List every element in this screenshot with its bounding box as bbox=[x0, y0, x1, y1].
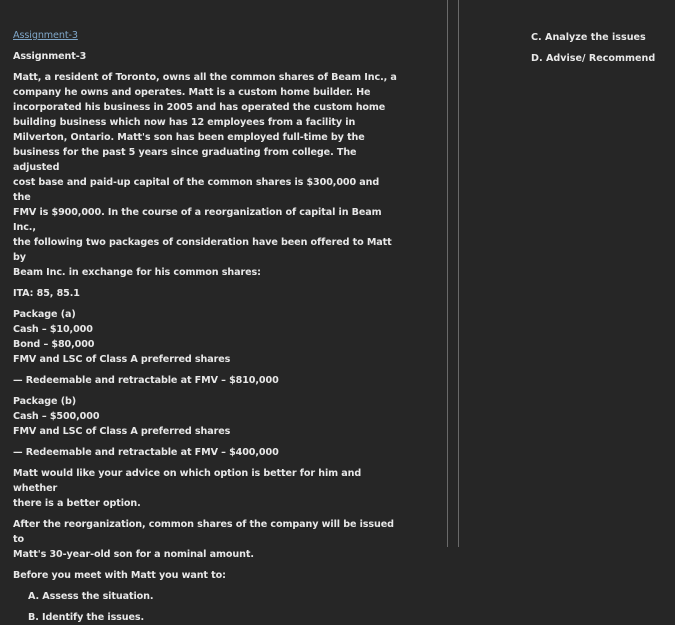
after-paragraph bbox=[13, 517, 398, 562]
package-b-cash: Cash – $500,000 bbox=[13, 411, 100, 422]
side-item: C. Analyze the issues bbox=[531, 32, 646, 43]
side-item: D. Advise/ Recommend bbox=[531, 53, 656, 64]
list-item: A. Assess the situation. bbox=[28, 591, 154, 602]
intro-line: building business which now has 12 employees from a facility in bbox=[13, 117, 356, 128]
intro-paragraph bbox=[13, 70, 398, 280]
column-divider bbox=[458, 0, 459, 547]
list-item: B. Identify the issues. bbox=[28, 612, 145, 623]
before-meeting-text: Before you meet with Matt you want to: bbox=[13, 570, 226, 581]
package-a-fmv: FMV and LSC of Class A preferred shares bbox=[13, 354, 231, 365]
package-b-fmv: FMV and LSC of Class A preferred shares bbox=[13, 426, 231, 437]
package-a-bond: Bond – $80,000 bbox=[13, 339, 95, 350]
intro-line: business for the past 5 years since graduating from college. The adjusted bbox=[13, 147, 357, 173]
package-a bbox=[13, 307, 398, 388]
intro-line: FMV is $900,000. In the course of a reorganization of capital in Beam Inc., bbox=[13, 207, 382, 233]
intro-line: Milverton, Ontario. Matt's son has been employed full-time by the bbox=[13, 132, 365, 143]
document-body bbox=[13, 28, 398, 625]
intro-line: cost base and paid-up capital of the common shares is $300,000 and the bbox=[13, 177, 380, 203]
assignment-link[interactable]: Assignment-3 bbox=[13, 30, 78, 41]
intro-line: incorporated his business in 2005 and has operated the custom home bbox=[13, 102, 386, 113]
package-b bbox=[13, 394, 398, 460]
column-divider bbox=[447, 0, 448, 547]
after-line: Matt's 30-year-old son for a nominal amount. bbox=[13, 549, 254, 560]
ita-reference: ITA: 85, 85.1 bbox=[13, 288, 80, 299]
advice-paragraph bbox=[13, 466, 398, 511]
side-column bbox=[531, 30, 671, 72]
after-line: After the reorganization, common shares of the company will be issued to bbox=[13, 519, 394, 545]
advice-line: Matt would like your advice on which option is better for him and whether bbox=[13, 468, 362, 494]
intro-line: the following two packages of consideration have been offered to Matt by bbox=[13, 237, 392, 263]
intro-line: company he owns and operates. Matt is a custom home builder. He bbox=[13, 87, 371, 98]
intro-line: Beam Inc. in exchange for his common shares: bbox=[13, 267, 261, 278]
package-a-cash: Cash – $10,000 bbox=[13, 324, 93, 335]
package-b-title: Package (b) bbox=[13, 396, 77, 407]
package-a-redeem: — Redeemable and retractable at FMV – $810,000 bbox=[13, 375, 279, 386]
intro-line: Matt, a resident of Toronto, owns all the common shares of Beam Inc., a bbox=[13, 72, 397, 83]
package-a-title: Package (a) bbox=[13, 309, 76, 320]
package-b-redeem: — Redeemable and retractable at FMV – $400,000 bbox=[13, 447, 279, 458]
advice-line: there is a better option. bbox=[13, 498, 141, 509]
assignment-heading: Assignment-3 bbox=[13, 51, 87, 62]
